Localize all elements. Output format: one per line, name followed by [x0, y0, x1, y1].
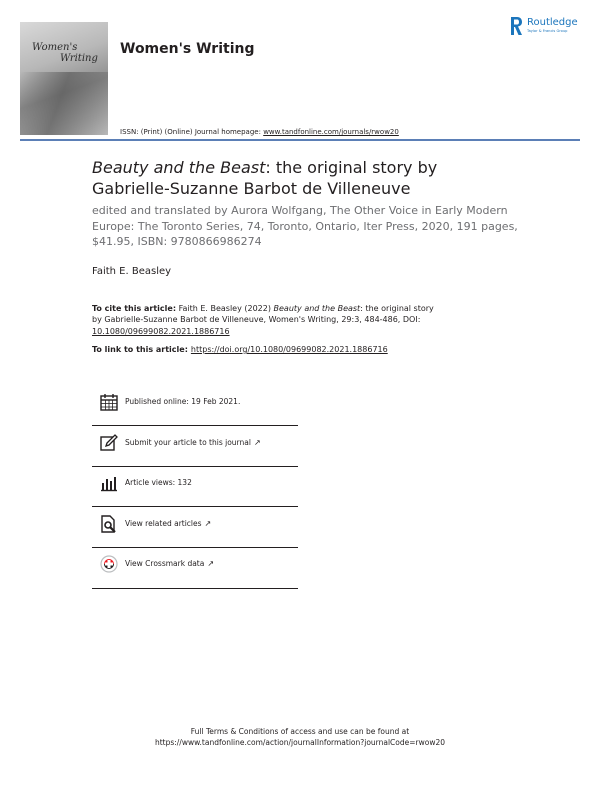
citation-text-rest: : the original story: [360, 304, 434, 313]
footer-url[interactable]: https://www.tandfonline.com/action/journalInformation?journalCode=rwow20: [154, 738, 446, 747]
external-link-icon: ↗: [204, 519, 212, 528]
related-articles-icon: [100, 515, 118, 533]
citation-label: To cite this article:: [92, 304, 177, 313]
published-date: Published online: 19 Feb 2021.: [125, 397, 241, 406]
crossmark-label: View Crossmark data: [125, 559, 205, 568]
article-link-block: [92, 345, 492, 354]
citation-italic: Beauty and the Beast: [273, 304, 361, 313]
calendar-icon: [100, 393, 118, 411]
publisher-name: Routledge: [527, 17, 578, 28]
bar-chart-icon: [100, 474, 118, 492]
link-label: To link to this article:: [92, 345, 188, 354]
info-divider: [92, 588, 298, 589]
info-divider: [92, 425, 298, 426]
edit-icon: [100, 434, 118, 452]
article-title-rest: : the original story by: [265, 158, 438, 177]
subtitle-line1: edited and translated by Aurora Wolfgang, The Other Voice in Early Modern: [92, 204, 508, 217]
related-articles-link[interactable]: [125, 519, 211, 528]
crossmark-icon: [100, 555, 118, 573]
article-title-line2: Gabrielle-Suzanne Barbot de Villeneuve: [92, 179, 411, 198]
info-divider: [92, 547, 298, 548]
cover-title-line1: Women's: [32, 42, 78, 53]
publisher-logo[interactable]: [510, 16, 590, 38]
external-link-icon: ↗: [253, 438, 261, 447]
citation-doi-link[interactable]: 10.1080/09699082.2021.1886716: [92, 326, 230, 336]
author-name: Faith E. Beasley: [92, 266, 172, 277]
citation-line2: by Gabrielle-Suzanne Barbot de Villeneuve, Women's Writing, 29:3, 484-486, DOI:: [92, 315, 421, 325]
subtitle-line3: $41.95, ISBN: 9780866986274: [92, 235, 262, 248]
subtitle-line2: Europe: The Toronto Series, 74, Toronto, Ontario, Iter Press, 2020, 191 pages,: [92, 219, 518, 233]
submit-article-link[interactable]: [125, 438, 261, 447]
journal-cover-image: [20, 22, 108, 135]
footer-terms: Full Terms & Conditions of access and use can be found at: [190, 727, 410, 736]
crossmark-link[interactable]: [125, 559, 214, 568]
journal-homepage-link[interactable]: www.tandfonline.com/journals/rwow20: [263, 128, 399, 136]
issn-line: [120, 128, 399, 136]
citation-text-start: Faith E. Beasley (2022): [178, 304, 271, 313]
external-link-icon: ↗: [207, 559, 215, 568]
routledge-r-icon: [510, 16, 523, 36]
publisher-tagline: Taylor & Francis Group: [527, 29, 568, 33]
article-title: [92, 157, 562, 199]
article-views: Article views: 132: [125, 478, 192, 487]
submit-article-label: Submit your article to this journal: [125, 438, 251, 447]
article-subtitle: [92, 203, 562, 250]
related-articles-label: View related articles: [125, 519, 202, 528]
footer: [0, 726, 600, 748]
article-title-italic: Beauty and the Beast: [92, 158, 266, 177]
journal-title: Women's Writing: [120, 41, 255, 57]
info-divider: [92, 506, 298, 507]
article-doi-url[interactable]: https://doi.org/10.1080/09699082.2021.1886716: [190, 345, 388, 354]
cover-title-line2: Writing: [60, 53, 98, 64]
header-divider: [20, 139, 580, 141]
citation-block: [92, 303, 492, 337]
info-divider: [92, 466, 298, 467]
issn-label: ISSN: (Print) (Online) Journal homepage:: [120, 128, 261, 136]
